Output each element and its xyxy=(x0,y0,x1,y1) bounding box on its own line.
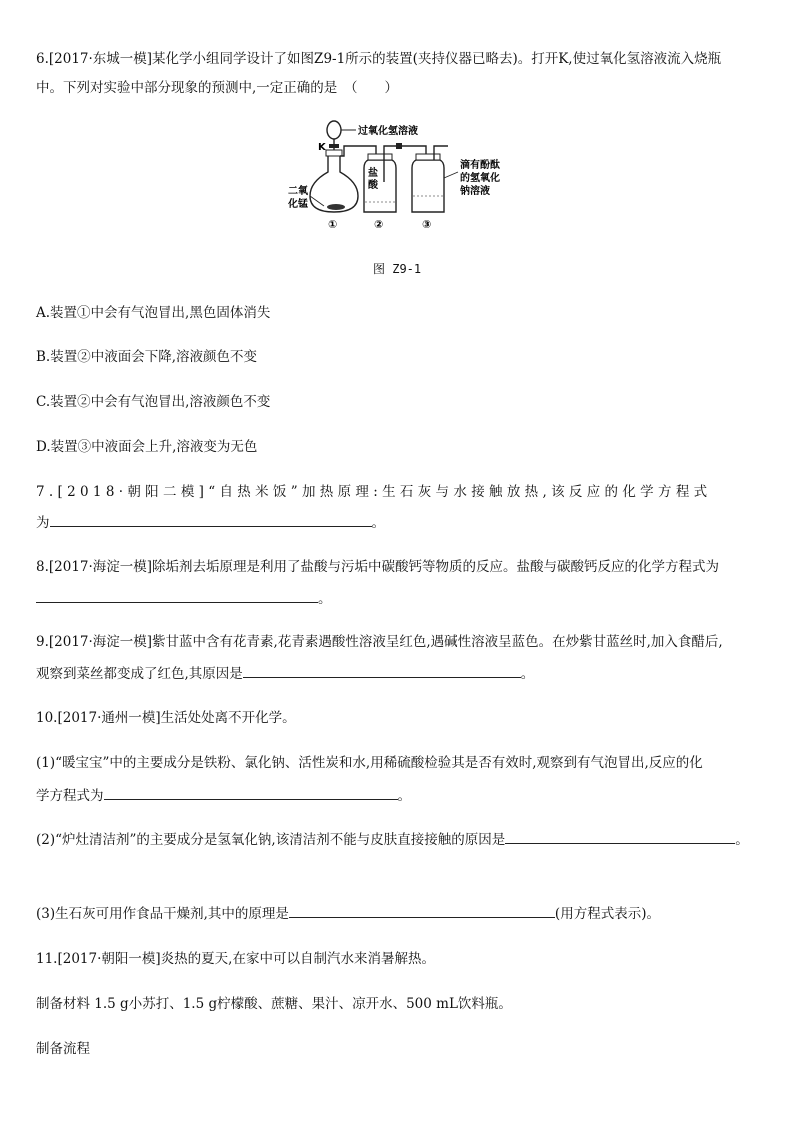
q8-answer-blank[interactable] xyxy=(36,588,318,603)
q9-prefix: 观察到菜丝都变成了红色,其原因是 xyxy=(36,666,243,682)
q11-stem: 11.[2017·朝阳一模]炎热的夏天,在家中可以自制汽水来消暑解热。 xyxy=(36,951,435,967)
label-valve-k: K xyxy=(318,142,326,153)
q10-stem: 10.[2017·通州一模]生活处处离不开化学。 xyxy=(36,710,296,726)
q9-stem: 9.[2017·海淀一模]紫甘蓝中含有花青素,花青素遇酸性溶液呈红色,遇碱性溶液呈蓝色。在炒紫甘蓝丝时,加入食醋后, xyxy=(36,634,723,650)
q6-option-b: B.装置②中液面会下降,溶液颜色不变 xyxy=(36,349,258,365)
q10-part1-answer-blank[interactable] xyxy=(104,785,398,800)
q10-part3-prefix: (3)生石灰可用作食品干燥剂,其中的原理是 xyxy=(36,906,289,922)
q6-option-d: D.装置③中液面会上升,溶液变为无色 xyxy=(36,439,258,455)
q6-option-a: A.装置①中会有气泡冒出,黑色固体消失 xyxy=(36,305,271,321)
q8-answer-line xyxy=(36,588,332,609)
q10-part1-prefix: 学方程式为 xyxy=(36,788,104,804)
q10-part2-prefix: (2)“炉灶清洁剂”的主要成分是氢氧化钠,该清洁剂不能与皮肤直接接触的原因是 xyxy=(36,832,506,848)
label-mno2-2: 化锰 xyxy=(288,199,308,210)
q6-option-c: C.装置②中会有气泡冒出,溶液颜色不变 xyxy=(36,394,271,410)
q10-part1-suffix: 。 xyxy=(397,788,411,804)
label-naoh-2: 的氢氧化 xyxy=(460,173,500,184)
q10-part1-line1: (1)“暖宝宝”中的主要成分是铁粉、氯化钠、活性炭和水,用稀硫酸检验其是否有效时,观察到有气泡冒出,反应的化 xyxy=(36,755,703,771)
label-mno2-1: 二氧 xyxy=(288,186,308,197)
label-hcl-1: 盐 xyxy=(368,168,378,179)
label-naoh-3: 钠溶液 xyxy=(460,186,490,197)
label-device-2: ② xyxy=(374,218,384,231)
q7-prefix: 为 xyxy=(36,515,50,531)
q11-process-heading: 制备流程 xyxy=(36,1041,90,1057)
q10-part3-answer-blank[interactable] xyxy=(289,903,555,918)
q9-answer-blank[interactable] xyxy=(243,663,521,678)
q10-part2-line xyxy=(36,829,749,850)
q10-part2-answer-blank[interactable] xyxy=(505,829,735,844)
q10-part1-answer-line xyxy=(36,785,411,806)
label-hcl-2: 酸 xyxy=(368,180,378,191)
q9-suffix: 。 xyxy=(520,666,535,682)
q8-stem: 8.[2017·海淀一模]除垢剂去垢原理是利用了盐酸与污垢中碳酸钙等物质的反应。盐酸与碳酸钙反应的化学方程式为 xyxy=(36,559,720,575)
q7-answer-line xyxy=(36,512,385,533)
label-device-1: ① xyxy=(328,218,338,231)
q7-answer-blank[interactable] xyxy=(50,512,372,527)
q10-part3-suffix: (用方程式表示)。 xyxy=(554,906,660,922)
q11-materials: 制备材料 1.5 g小苏打、1.5 g柠檬酸、蔗糖、果汁、凉开水、500 mL饮料瓶。 xyxy=(36,996,512,1012)
label-naoh-1: 滴有酚酞 xyxy=(460,160,500,171)
q7-stem: 7.[2018·朝阳二模]“自热米饭”加热原理:生石灰与水接触放热,该反应的化学方程式 xyxy=(36,484,712,500)
apparatus-figure xyxy=(284,116,520,236)
q10-part2-suffix: 。 xyxy=(735,832,749,848)
q8-suffix: 。 xyxy=(318,591,332,607)
label-hydrogen-peroxide: 过氧化氢溶液 xyxy=(358,126,418,137)
q6-stem-line2: 中。下列对实验中部分现象的预测中,一定正确的是 （ ） xyxy=(36,80,399,96)
q7-suffix: 。 xyxy=(371,515,385,531)
q9-answer-line xyxy=(36,663,534,684)
q6-stem-line1: 6.[2017·东城一模]某化学小组同学设计了如图Z9-1所示的装置(夹持仪器已略去)。打开K,使过氧化氢溶液流入烧瓶 xyxy=(36,51,722,67)
label-device-3: ③ xyxy=(422,218,432,231)
figure-caption: 图 Z9-1 xyxy=(373,262,422,276)
q10-part3-line xyxy=(36,903,660,924)
